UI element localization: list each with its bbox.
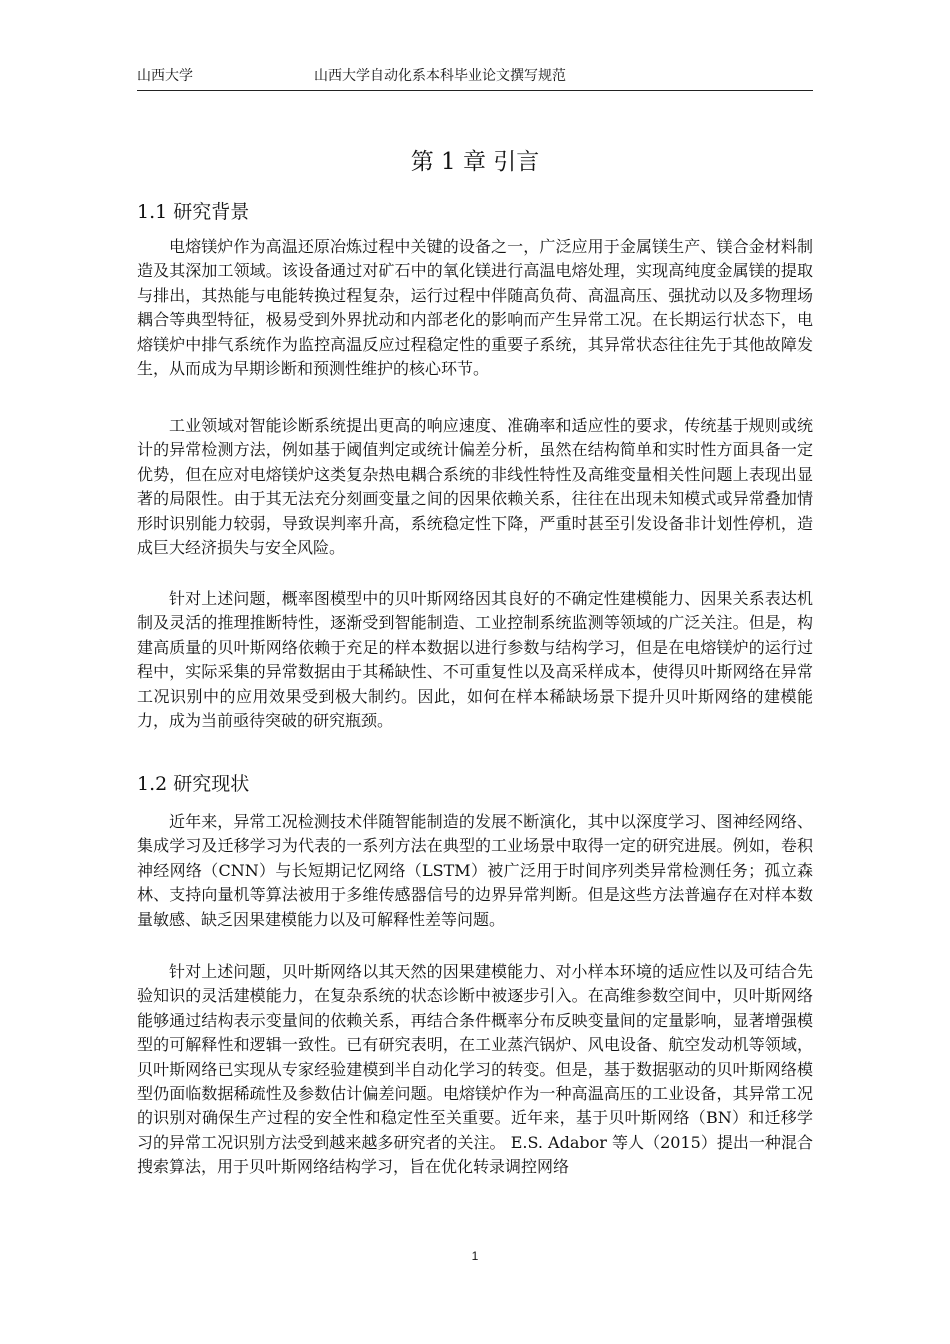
- page-number: 1: [471, 1249, 479, 1263]
- header-document-title: 山西大学自动化系本科毕业论文撰写规范: [314, 68, 566, 84]
- chapter-title: 第 1 章 引言: [410, 149, 540, 175]
- header-university: 山西大学: [137, 68, 193, 84]
- paragraph-background-2: 工业领域对智能诊断系统提出更高的响应速度、准确率和适应性的要求，传统基于规则或统计的异常检测方法，例如基于阈值判定或统计偏差分析，虽然在结构简单和实时性方面具备一定优势，但在应对电熔镁炉这类复杂热电耦合系统的非线性特性及高维变量相关性问题上表现出显著的局限性。由于其无法充分刻画变量之间的因果依赖关系，往往在出现未知模式或异常叠加情形时识别能力较弱，导致误判率升高，系统稳定性下降，严重时甚至引发设备非计划性停机，造成巨大经济损失与安全风险。: [137, 416, 813, 558]
- section-heading-background: 1.1 研究背景: [137, 201, 250, 223]
- paragraph-background-1: 电熔镁炉作为高温还原冶炼过程中关键的设备之一，广泛应用于金属镁生产、镁合金材料制造及其深加工领域。该设备通过对矿石中的氧化镁进行高温电熔处理，实现高纯度金属镁的提取与排出，其热能与电能转换过程复杂，运行过程中伴随高负荷、高温高压、强扰动以及多物理场耦合等典型特征，极易受到外界扰动和内部老化的影响而产生异常工况。在长期运行状态下，电熔镁炉中排气系统作为监控高温反应过程稳定性的重要子系统，其异常状态往往先于其他故障发生，从而成为早期诊断和预测性维护的核心环节。: [137, 237, 813, 379]
- paragraph-status-2: 针对上述问题，贝叶斯网络以其天然的因果建模能力、对小样本环境的适应性以及可结合先验知识的灵活建模能力，在复杂系统的状态诊断中被逐步引入。在高维参数空间中，贝叶斯网络能够通过结构表示变量间的依赖关系，再结合条件概率分布反映变量间的定量影响，显著增强模型的可解释性和逻辑一致性。已有研究表明，在工业蒸汽锅炉、风电设备、航空发动机等领域，贝叶斯网络已实现从专家经验建模到半自动化学习的转变。但是，基于数据驱动的贝叶斯网络模型仍面临数据稀疏性及参数估计偏差问题。电熔镁炉作为一种高温高压的工业设备，其异常工况的识别对确保生产过程的安全性和稳定性至关重要。近年来，基于贝叶斯网络（BN）和迁移学习的异常工况识别方法受到越来越多研究者的关注。 E.S. Adabor 等人（2015）提出一种混合搜索算法，用于贝叶斯网络结构学习，旨在优化转录调控网络: [137, 962, 813, 1177]
- page-header: [137, 66, 813, 91]
- paragraph-background-3: 针对上述问题，概率图模型中的贝叶斯网络因其良好的不确定性建模能力、因果关系表达机制及灵活的推理推断特性，逐渐受到智能制造、工业控制系统监测等领域的广泛关注。但是，构建高质量的贝叶斯网络依赖于充足的样本数据以进行参数与结构学习，但是在电熔镁炉的运行过程中，实际采集的异常数据由于其稀缺性、不可重复性以及高采样成本，使得贝叶斯网络在异常工况识别中的应用效果受到极大制约。因此，如何在样本稀缺场景下提升贝叶斯网络的建模能力，成为当前亟待突破的研究瓶颈。: [137, 589, 813, 731]
- section-heading-status: 1.2 研究现状: [137, 773, 250, 795]
- paragraph-status-1: 近年来，异常工况检测技术伴随智能制造的发展不断演化，其中以深度学习、图神经网络、集成学习及迁移学习为代表的一系列方法在典型的工业场景中取得一定的研究进展。例如，卷积神经网络（CNN）与长短期记忆网络（LSTM）被广泛用于时间序列类异常检测任务；孤立森林、支持向量机等算法被用于多维传感器信号的边界异常判断。但是这些方法普遍存在对样本数量敏感、缺乏因果建模能力以及可解释性差等问题。: [137, 812, 813, 929]
